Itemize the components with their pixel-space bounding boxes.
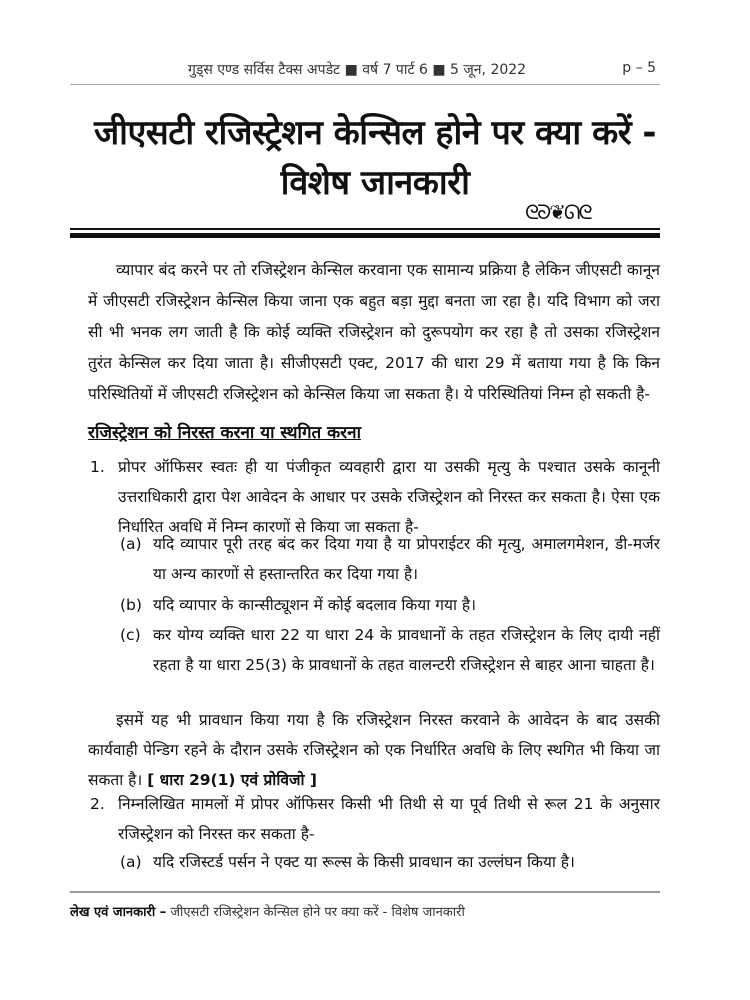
subitem-text: कर योग्य व्यक्ति धारा 22 या धारा 24 के प्रावधानों के तहत रजिस्ट्रेशन के लिए दायी नहीं रहता है या धारा 25(3) के प्रावधानों के तहत वालन्टरी रजिस्ट्रेशन से बाहर आना चाहता है। bbox=[153, 626, 660, 674]
section-reference: [ धारा 29(1) एवं प्रोविजो ] bbox=[147, 771, 317, 789]
running-footer bbox=[70, 902, 465, 920]
section-heading: रजिस्ट्रेशन को निरस्त करना या स्थगित करना bbox=[88, 423, 361, 443]
subitem-label: (b) bbox=[120, 596, 142, 614]
provision-text: इसमें यह भी प्रावधान किया गया है कि रजिस्ट्रेशन निरस्त करवाने के आवेदन के बाद उसकी कार्यवाही पेन्डिग रहने के दौरान उसके रजिस्ट्रेशन को एक निर्धारित अवधि के लिए स्थगित भी किया जा सकता है। bbox=[88, 711, 660, 789]
item-text: निम्नलिखित मामलों में प्रोपर ऑफिसर किसी भी तिथी से या पूर्व तिथी से रूल 21 के अनुसार रजिस्ट्रेशन को निरस्त कर सकता है- bbox=[118, 795, 660, 843]
footer-divider bbox=[70, 891, 660, 893]
footer-text: जीएसटी रजिस्ट्रेशन केन्सिल होने पर क्या करें - विशेष जानकारी bbox=[170, 905, 465, 920]
item-number: 1. bbox=[90, 458, 105, 476]
intro-paragraph: व्यापार बंद करने पर तो रजिस्ट्रेशन केन्सिल करवाना एक सामान्य प्रक्रिया है लेकिन जीएसटी कानून में जीएसटी रजिस्ट्रेशन केन्सिल किया जाना एक बहुत बड़ा मुद्दा बनता जा रहा है। यदि विभाग को जरा सी भी भनक लग जाती है कि कोई व्यक्ति रजिस्ट्रेशन को दुरूपयोग कर रहा है तो उसका रजिस्ट्रेशन तुरंत केन्सिल कर दिया जाता है। सीजीएसटी एक्ट, 2017 की धारा 29 में बताया गया है कि किन परिस्थितियों में जीएसटी रजिस्ट्रेशन को केन्सिल किया जा सकता है। ये परिस्थितियां निम्न हो सकती है- bbox=[88, 261, 660, 403]
title-divider bbox=[70, 228, 660, 230]
header-divider bbox=[70, 84, 660, 85]
article-title-line1: जीएसटी रजिस्ट्रेशन केन्सिल होने पर क्या करें - bbox=[93, 113, 657, 153]
item-text: प्रोपर ऑफिसर स्वतः ही या पंजीकृत व्यवहारी द्वारा या उसकी मृत्यु के पश्चात उसके कानूनी उत्तराधिकारी द्वारा पेश आवेदन के आधार पर उसके रजिस्ट्रेशन को निरस्त कर सकता है। ऐसा एक निर्धारित अवधि में निम्न कारणों से किया जा सकता है- bbox=[118, 458, 660, 536]
title-divider-thick bbox=[70, 233, 660, 238]
publication-info: गुड्स एण्ड सर्विस टैक्स अपडेट ■ वर्ष 7 पार्ट 6 ■ 5 जून, 2022 bbox=[188, 62, 527, 78]
item-number: 2. bbox=[90, 795, 105, 813]
subitem-label: (a) bbox=[120, 535, 142, 553]
footer-label: लेख एवं जानकारी – bbox=[70, 905, 167, 920]
page-number: p – 5 bbox=[622, 60, 656, 76]
subitem-text: यदि व्यापार पूरी तरह बंद कर दिया गया है या प्रोपराईटर की मृत्यु, अमालगमेशन, डी-मर्जर या अन्य कारणों से हस्तान्तरित कर दिया गया है। bbox=[153, 535, 660, 583]
ornament-icon: ᘓᘐ❦ᘏᘓ bbox=[525, 200, 591, 224]
provision-paragraph bbox=[88, 705, 660, 795]
subitem-text: यदि रजिस्टर्ड पर्सन ने एक्ट या रूल्स के किसी प्रावधान का उल्लंघन किया है। bbox=[153, 853, 575, 871]
subitem-label: (a) bbox=[120, 853, 142, 871]
article-title-line2: विशेष जानकारी bbox=[280, 163, 470, 203]
subitem-label: (c) bbox=[120, 626, 141, 644]
subitem-text: यदि व्यापार के कान्सीट्यूशन में कोई बदलाव किया गया है। bbox=[153, 596, 477, 614]
running-header bbox=[70, 58, 660, 82]
